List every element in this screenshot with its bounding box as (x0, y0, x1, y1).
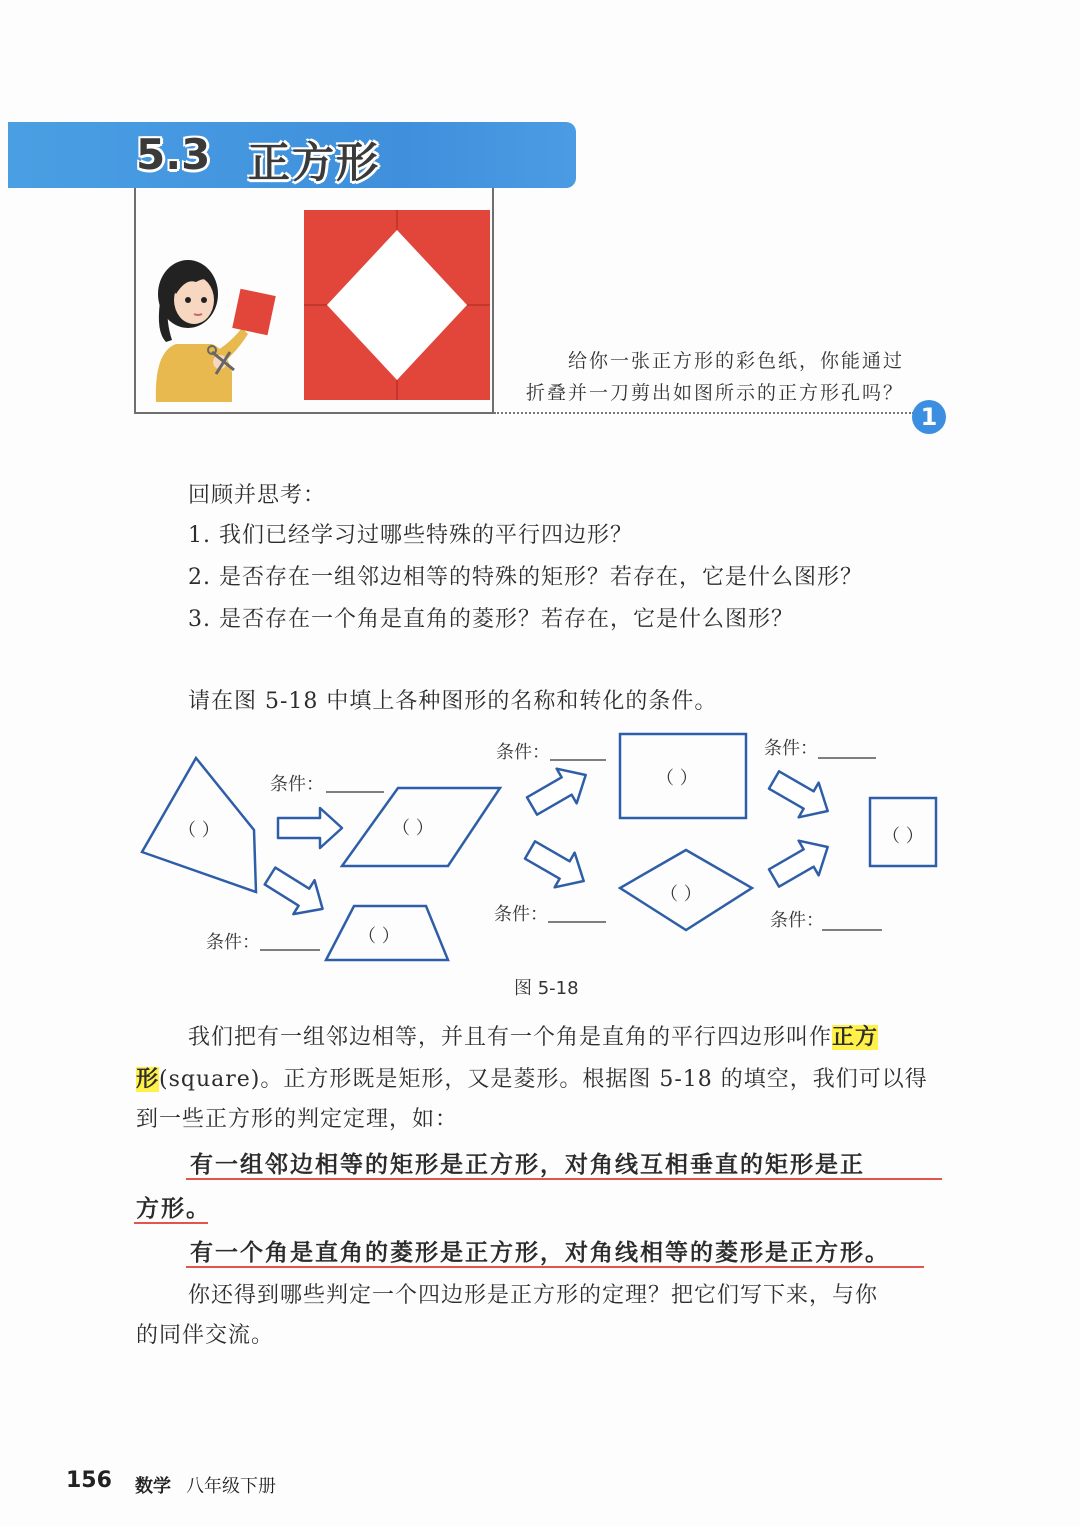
arrow-down-right (764, 763, 838, 829)
blank-paren: （ ） (656, 768, 698, 789)
condition-label: 条件： (270, 774, 324, 795)
arrow-up-right (764, 830, 838, 896)
blank-paren: （ ） (358, 926, 400, 947)
figure-5-18-diagram (130, 728, 950, 968)
condition-label: 条件： (206, 932, 260, 953)
blank-paren: （ ） (660, 884, 702, 905)
closing-line1: 你还得到哪些判定一个四边形是正方形的定理？把它们写下来，与你 (188, 1283, 879, 1308)
intro-question-line1: 给你一张正方形的彩色纸，你能通过 (568, 350, 905, 372)
review-item: 2. 是否存在一组邻边相等的特殊的矩形？若存在，它是什么图形？ (188, 565, 863, 590)
term-square-highlight: 正方 (832, 1025, 879, 1050)
activity-number-badge: 1 (912, 400, 946, 434)
section-title: 正方形 (248, 138, 381, 187)
condition-label: 条件： (770, 910, 824, 931)
dotted-divider (494, 412, 914, 414)
figure-caption: 图 5-18 (514, 978, 579, 999)
theorem-1-line2: 方形。 (136, 1196, 211, 1222)
arrow-up-right (522, 758, 596, 824)
arrow-down-right (259, 859, 333, 926)
blank-paren: （ ） (178, 820, 220, 841)
closing-line2: 的同伴交流。 (136, 1323, 275, 1348)
condition-label: 条件： (764, 738, 818, 759)
definition-line2 (136, 1062, 928, 1093)
condition-label: 条件： (496, 742, 550, 763)
girl-with-scissors-illustration (146, 252, 296, 402)
figure-instruction: 请在图 5-18 中填上各种图形的名称和转化的条件。 (188, 689, 718, 714)
theorem-2: 有一个角是直角的菱形是正方形，对角线相等的菱形是正方形。 (190, 1240, 890, 1266)
footer-subject: 数学 (135, 1476, 171, 1497)
footer-grade: 八年级下册 (186, 1476, 276, 1497)
review-item: 1. 我们已经学习过哪些特殊的平行四边形？ (188, 523, 633, 548)
review-heading: 回顾并思考： (188, 483, 327, 508)
definition-line1 (188, 1020, 878, 1051)
theorem-underline (186, 1178, 942, 1180)
term-square-highlight: 形 (136, 1067, 160, 1092)
blank-paren: （ ） (882, 826, 924, 847)
arrow-right (278, 808, 342, 848)
blank-paren: （ ） (392, 818, 434, 839)
definition-text: 我们把有一组邻边相等，并且有一个角是直角的平行四边形叫作 (188, 1025, 833, 1050)
intro-question-line2: 折叠并一刀剪出如图所示的正方形孔吗？ (526, 382, 905, 404)
definition-line3: 到一些正方形的判定定理，如： (136, 1107, 459, 1132)
theorem-underline (186, 1266, 924, 1268)
review-item: 3. 是否存在一个角是直角的菱形？若存在，它是什么图形？ (188, 607, 794, 632)
theorem-underline (134, 1222, 208, 1224)
page-number: 156 (66, 1468, 112, 1493)
square-hole-paper-figure (304, 210, 490, 400)
condition-label: 条件： (494, 904, 548, 925)
definition-text: (square)。正方形既是矩形，又是菱形。根据图 5-18 的填空，我们可以得 (159, 1067, 928, 1092)
theorem-1-line1: 有一组邻边相等的矩形是正方形，对角线互相垂直的矩形是正 (190, 1152, 865, 1178)
section-number: 5.3 (136, 130, 211, 179)
arrow-down-right (520, 833, 594, 899)
